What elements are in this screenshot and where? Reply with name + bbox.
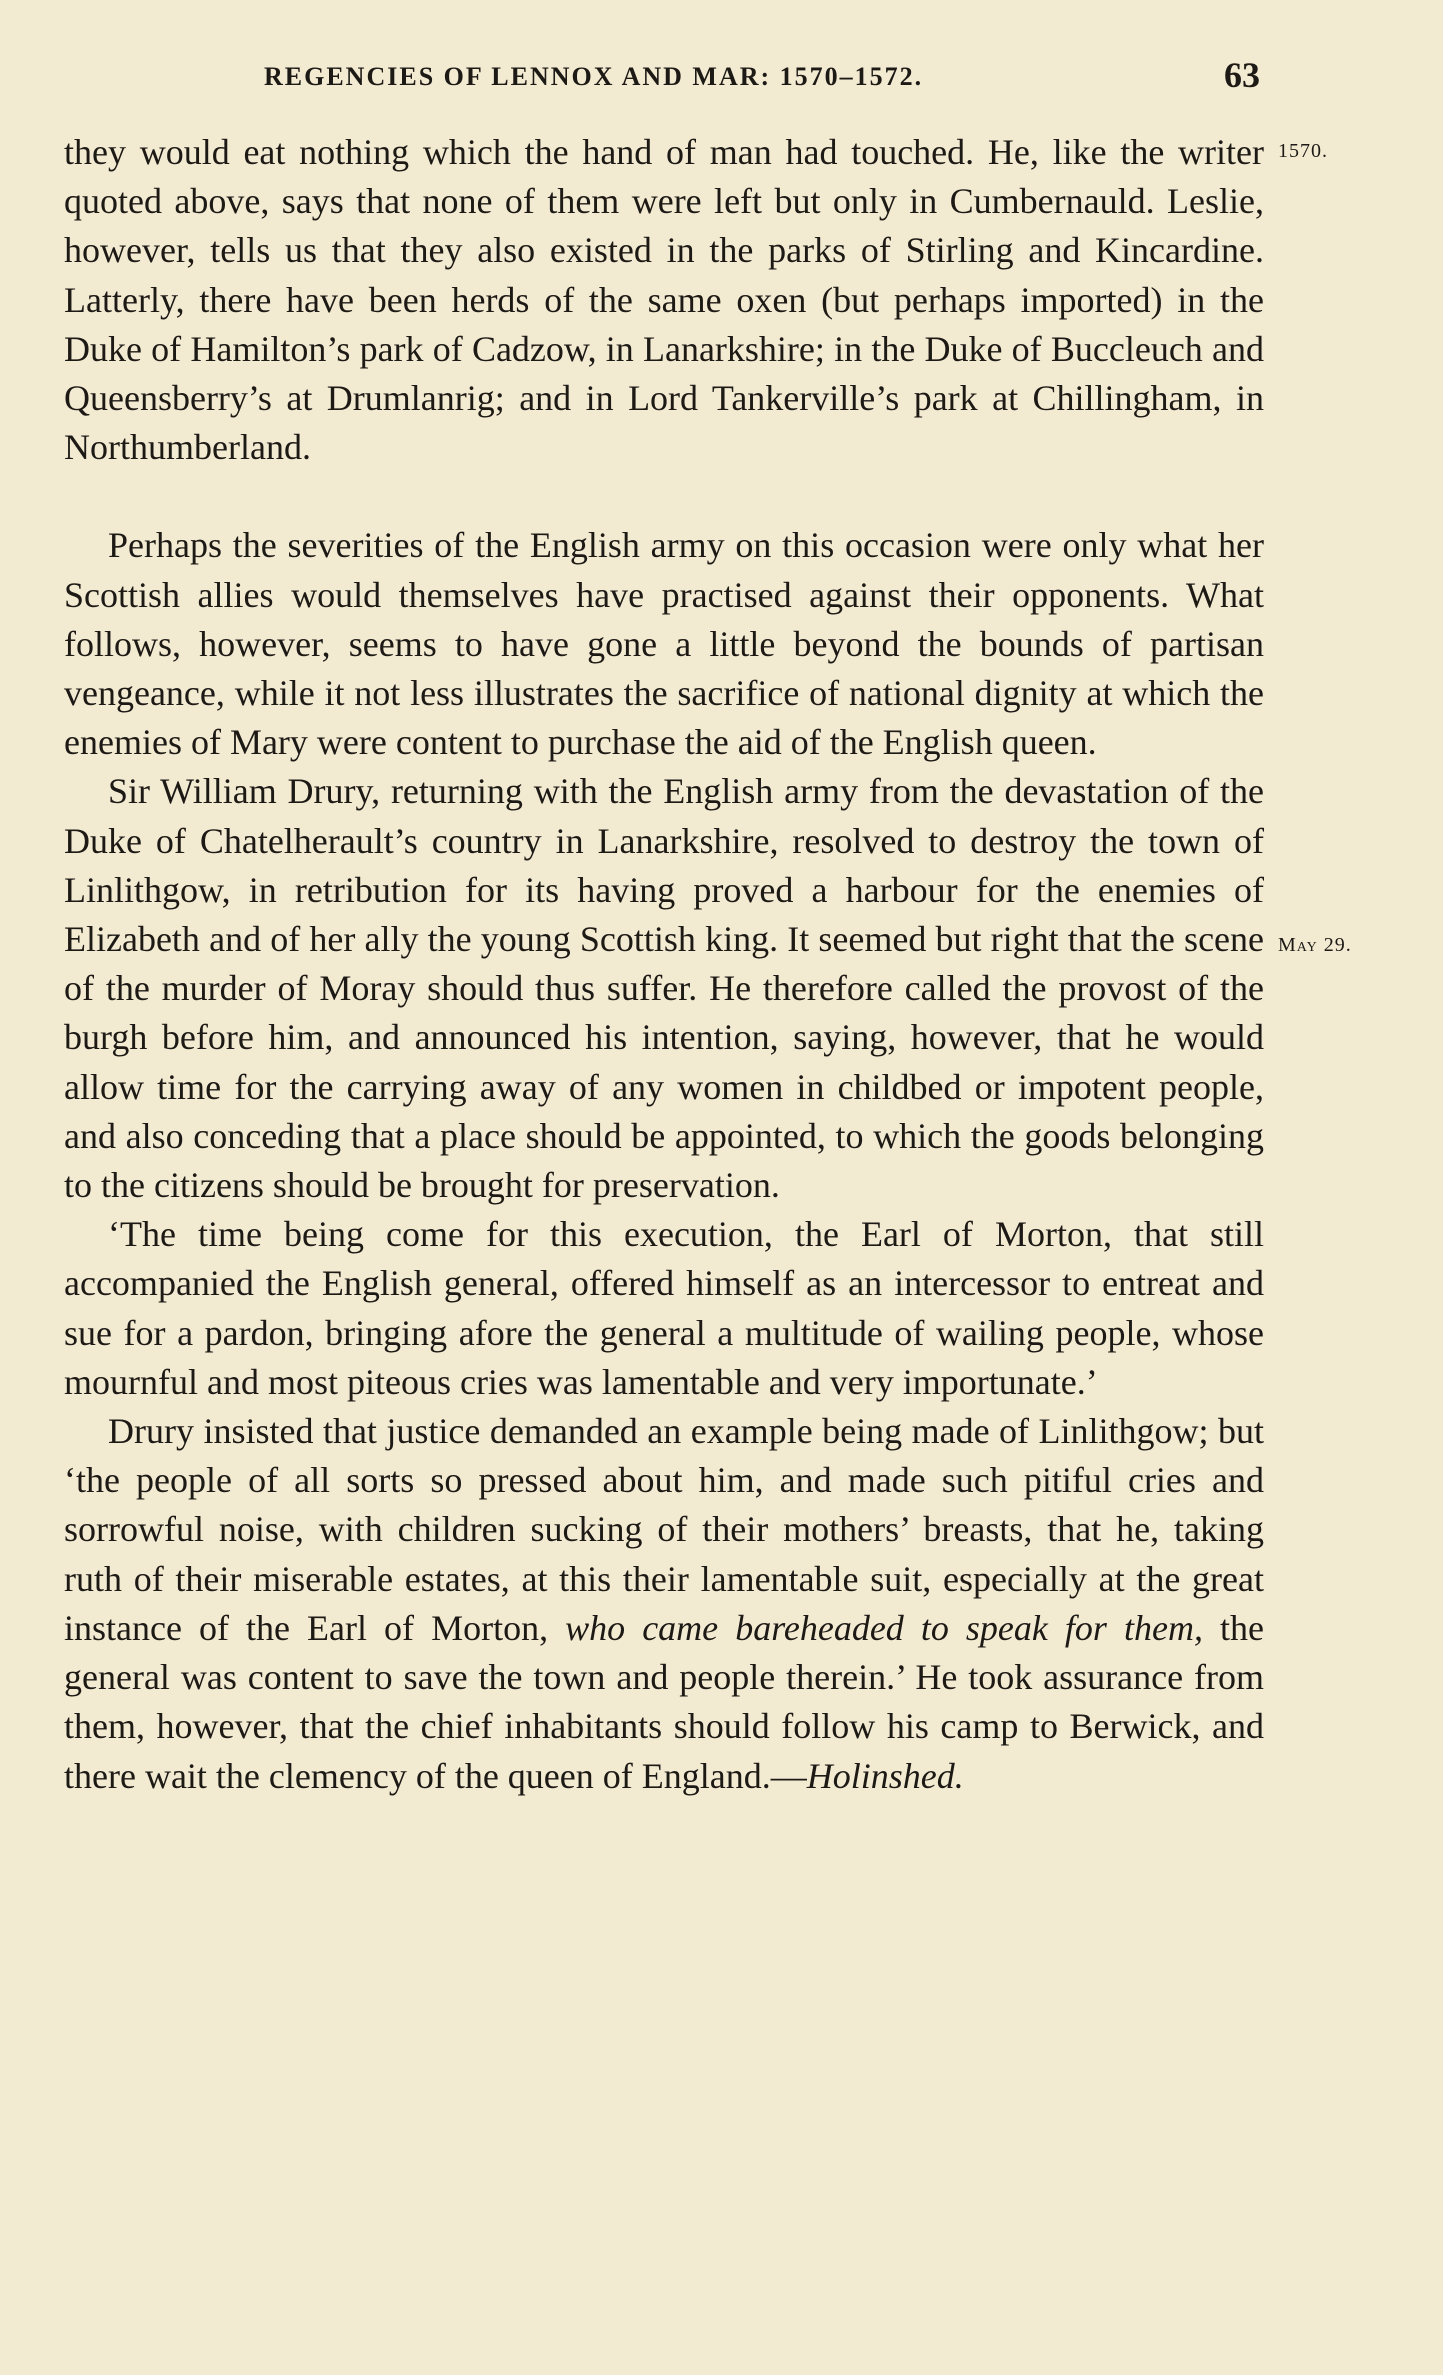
paragraph-quotation: ‘The time being come for this execution, the Earl of Morton, that still accompanied the English general, offered himself as an intercessor to entreat and sue for a pardon, bringing afore the general a multitude of wailing people, whose mournful and most piteous cries was lamentable and very importunate.’ (64, 1214, 1264, 1402)
running-head (64, 54, 1260, 104)
page-number: 63 (1224, 55, 1260, 95)
paragraph-text: Drury insisted that justice demanded an example being made of Linlithgow; but ‘the people of all sorts so pressed about him, and made such pitiful cries and sorrowful noise, with children sucking of their mothers’ breasts, that he, taking ruth of their miserable estates, at this their lamentable suit, especially at the great instance of the Earl of Morton, (64, 1411, 1264, 1648)
margin-note-date: May 29. (1278, 934, 1352, 956)
source-citation: Holinshed. (806, 1755, 964, 1796)
running-title: REGENCIES OF LENNOX AND MAR: 1570–1572. (264, 62, 924, 91)
paragraph: Perhaps the severities of the English army on this occasion were only what her Scottish allies would themselves have practised against their opponents. What follows, however, seems to have gone a little beyond the bounds of partisan vengeance, while it not less illustrates the sacrifice of national dignity at which the enemies of Mary were content to purchase the aid of the English queen. (64, 525, 1264, 763)
paragraph: Sir William Drury, returning with the English army from the devastation of the Duke of Chatelherault’s country in Lanarkshire, resolved to destroy the town of Linlithgow, in retribution for its having proved a harbour for the enemies of Elizabeth and of her ally the young Scottish king. It seemed but right that the scene of the murder of Moray should thus suffer. He therefore called the provost of the burgh before him, and announced his intention, saying, however, that he would allow time for the carrying away of any women in childbed or impotent people, and also conceding that a place should be appointed, to which the goods belonging to the citizens should be brought for preservation. (64, 771, 1264, 1206)
paragraph (64, 1407, 1264, 1801)
paragraph-text: the general was content to save the town and people therein.’ He took assurance from them, however, that the chief inhabitants should follow his camp to Berwick, and there wait the clemency of the queen of England.— (64, 1607, 1264, 1796)
body-text (64, 128, 1264, 1801)
paragraph-continuation: they would eat nothing which the hand of man had touched. He, like the writer quoted above, says that none of them were left but only in Cumbernauld. Leslie, however, tells us that they also existed in the parks of Stirling and Kincardine. Latterly, there have been herds of the same oxen (but perhaps imported) in the Duke of Hamilton’s park of Cadzow, in Lanarkshire; in the Duke of Buccleuch and Queensberry’s at Drumlanrig; and in Lord Tankerville’s park at Chillingham, in Northumberland. (64, 132, 1264, 468)
margin-note-year: 1570. (1278, 140, 1328, 162)
italic-phrase: who came bareheaded to speak for them, (565, 1607, 1203, 1648)
paragraph-gap (64, 472, 1264, 521)
